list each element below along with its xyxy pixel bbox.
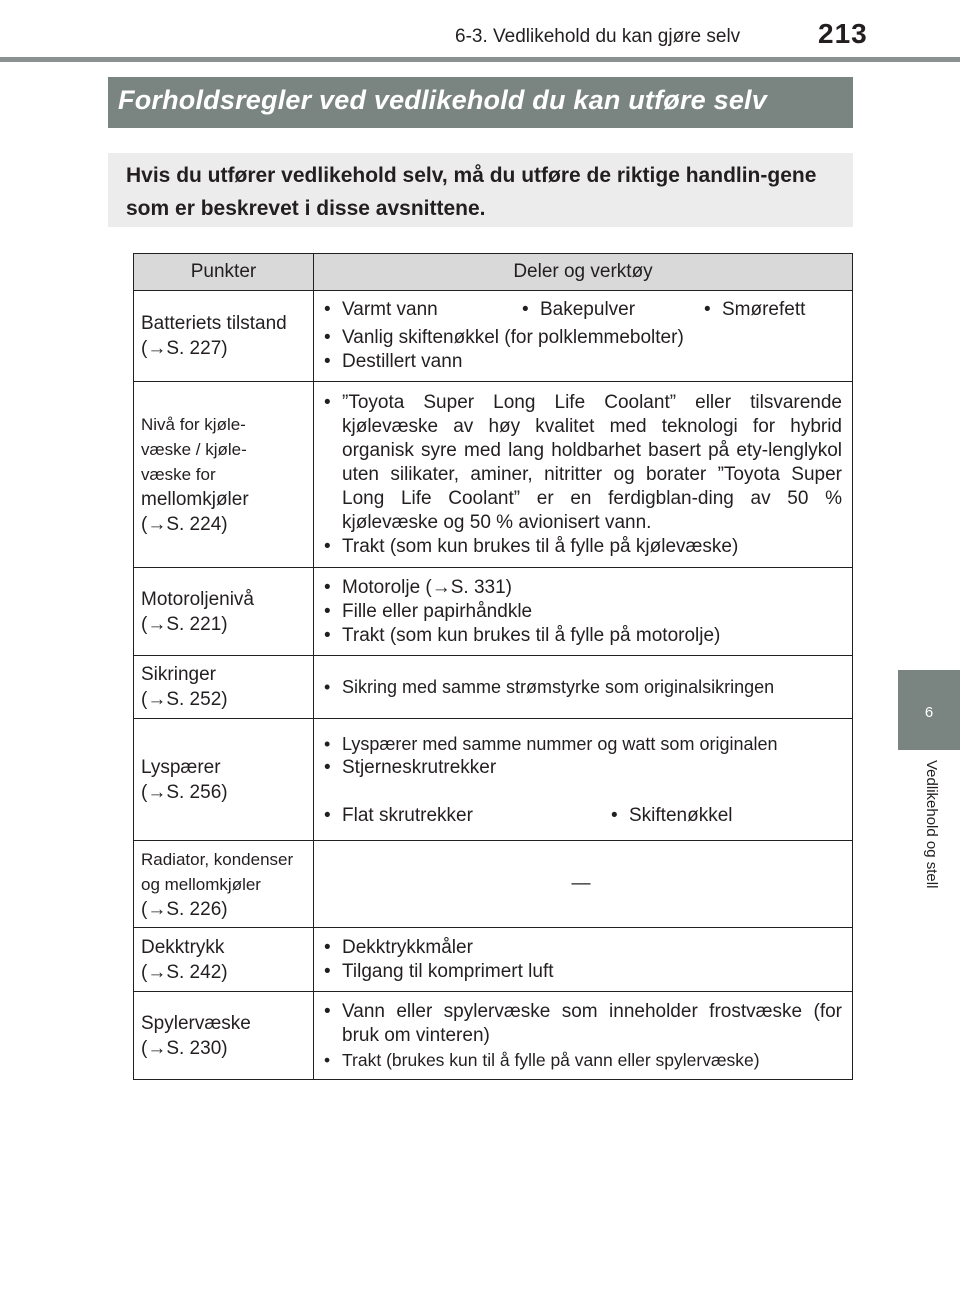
parts-inline xyxy=(320,298,842,322)
list-item: • ”Toyota Super Long Life Coolant” eller tilsvarende kjølevæske av høy kvalitet med teknologi for hybrid organisk syre med lang holdbarhet basert på ety-lenglykol uten silikater, aminer, nitritter og borater ”Toyota Super Long Life Coolant” er en ferdigblan-ding av 50 % kjølevæske og 50 % avionisert vann. xyxy=(320,391,842,535)
parts-cell xyxy=(314,928,853,992)
list-item: • Trakt (som kun brukes til å fylle på kjølevæske) xyxy=(320,535,842,559)
chapter-number: 6 xyxy=(924,704,934,721)
list-item: • Bakepulver xyxy=(518,298,700,322)
item-cell xyxy=(134,928,314,992)
item-name: væske for xyxy=(141,465,216,484)
item-name: Spylervæske xyxy=(141,1012,251,1034)
page-number: 213 xyxy=(818,18,868,49)
list-item: • Trakt (som kun brukes til å fylle på motorolje) xyxy=(320,624,842,648)
header-items: Punkter xyxy=(134,254,314,291)
header-parts: Deler og verktøy xyxy=(314,254,853,291)
item-cell xyxy=(134,656,314,719)
intro-text: Hvis du utfører vedlikehold selv, må du utføre de riktige handlin-gene som er beskrevet i disse avsnittene. xyxy=(126,164,817,220)
list-item: • Fille eller papirhåndkle xyxy=(320,600,842,624)
list-item: • Trakt (brukes kun til å fylle på vann eller spylervæske) xyxy=(320,1048,842,1072)
item-name: Nivå for kjøle- xyxy=(141,415,246,434)
item-cell xyxy=(134,841,314,928)
list-item: • Vann eller spylervæske som inneholder frostvæske (for bruk om vinteren) xyxy=(320,1000,842,1048)
item-name: Radiator, kondenser xyxy=(141,849,294,869)
item-ref: (→S. 226) xyxy=(141,898,228,920)
table-row xyxy=(134,928,853,992)
item-ref: (→S. 221) xyxy=(141,613,228,635)
table-row xyxy=(134,719,853,841)
table-row xyxy=(134,656,853,719)
item-name: Lyspærer xyxy=(141,756,221,778)
item-name: mellomkjøler xyxy=(141,489,249,510)
item-ref: (→S. 227) xyxy=(141,338,228,359)
item-cell xyxy=(134,719,314,841)
parts-cell xyxy=(314,568,853,656)
empty-dash: — xyxy=(571,873,591,894)
parts-cell xyxy=(314,841,853,928)
item-cell xyxy=(134,568,314,656)
item-ref: (→S. 224) xyxy=(141,514,228,535)
section-header: 6-3. Vedlikehold du kan gjøre selv xyxy=(455,26,741,47)
item-name: Batteriets tilstand xyxy=(141,313,287,334)
item-cell xyxy=(134,382,314,568)
table-row xyxy=(134,992,853,1080)
parts-inline xyxy=(320,804,842,828)
chapter-label: Vedlikehold og stell xyxy=(923,760,940,889)
item-ref: (→S. 256) xyxy=(141,781,228,803)
table-row xyxy=(134,382,853,568)
list-item: • Tilgang til komprimert luft xyxy=(320,960,842,984)
list-item: • Flat skrutrekker xyxy=(320,804,607,828)
list-item: • Dekktrykkmåler xyxy=(320,936,842,960)
page-title: Forholdsregler ved vedlikehold du kan utføre selv xyxy=(118,85,767,115)
list-item: • Destillert vann xyxy=(320,350,842,374)
list-item: • Smørefett xyxy=(700,298,805,322)
item-cell xyxy=(134,291,314,382)
list-item: • Motorolje (→S. 331) xyxy=(320,576,842,600)
list-item: • Skiftenøkkel xyxy=(607,804,732,828)
header-rule xyxy=(0,57,960,62)
item-ref: (→S. 252) xyxy=(141,689,228,710)
table-header-row xyxy=(134,254,853,291)
item-name: væske / kjøle- xyxy=(141,440,247,459)
parts-cell xyxy=(314,382,853,568)
item-ref: (→S. 230) xyxy=(141,1037,228,1059)
parts-cell xyxy=(314,656,853,719)
list-item: • Varmt vann xyxy=(320,298,518,322)
table-row xyxy=(134,568,853,656)
item-ref: (→S. 242) xyxy=(141,961,228,983)
parts-cell xyxy=(314,992,853,1080)
item-name: og mellomkjøler xyxy=(141,874,261,894)
item-name: Dekktrykk xyxy=(141,936,225,958)
chapter-tab xyxy=(898,670,960,750)
parts-cell xyxy=(314,719,853,841)
item-name: Motoroljenivå xyxy=(141,588,254,610)
list-item: • Vanlig skiftenøkkel (for polklemmebolter) xyxy=(320,326,842,350)
intro-box xyxy=(108,153,853,227)
item-cell xyxy=(134,992,314,1080)
table-row xyxy=(134,841,853,928)
maintenance-table xyxy=(133,253,853,1080)
list-item: • Lyspærer med samme nummer og watt som originalen xyxy=(320,732,842,756)
item-name: Sikringer xyxy=(141,664,216,685)
list-item: • Stjerneskrutrekker xyxy=(320,756,842,780)
list-item: • Sikring med samme strømstyrke som originalsikringen xyxy=(320,675,842,699)
title-bar xyxy=(108,77,853,128)
parts-cell xyxy=(314,291,853,382)
table-row xyxy=(134,291,853,382)
